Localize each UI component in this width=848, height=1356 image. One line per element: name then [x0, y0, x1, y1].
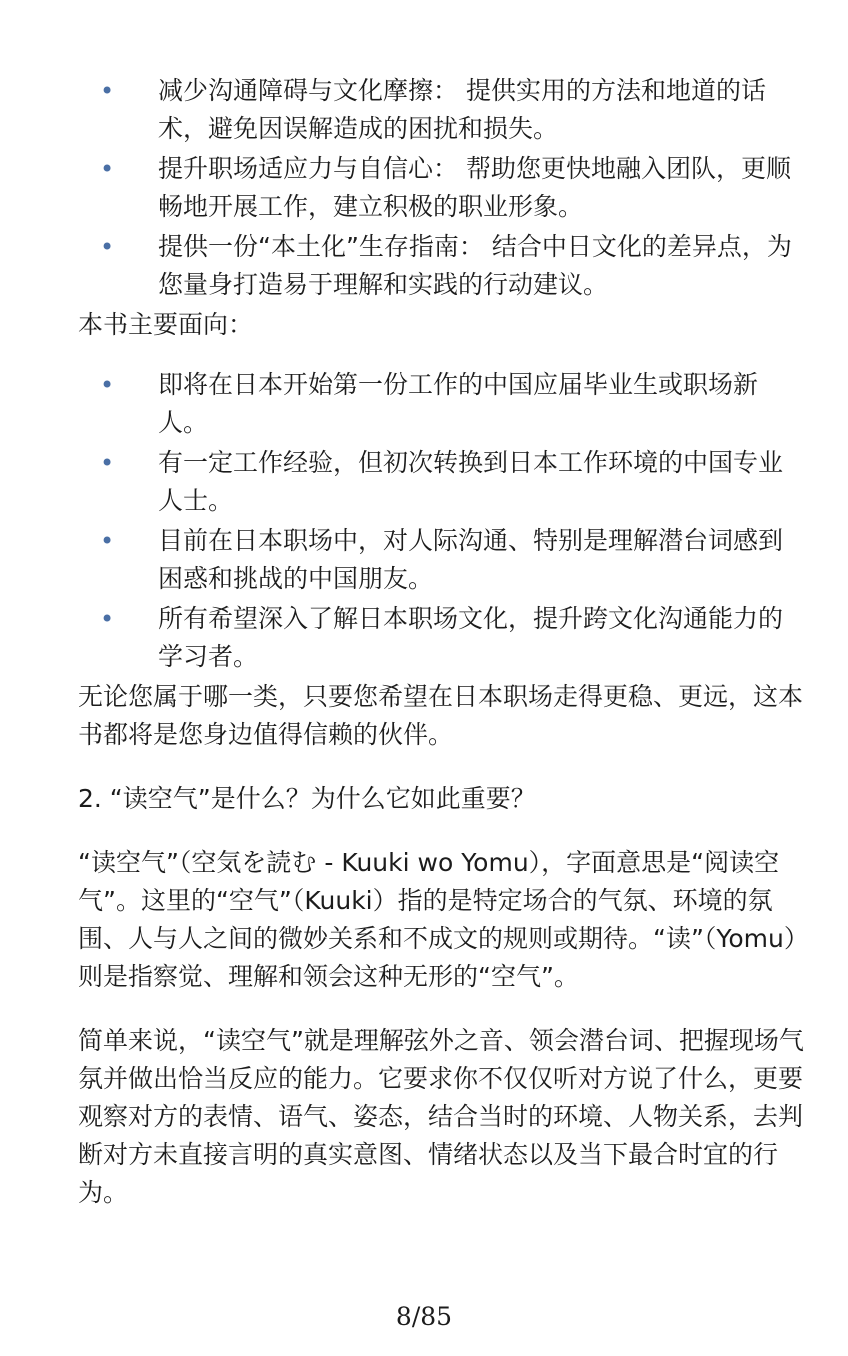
list-item-text: 目前在日本职场中，对人际沟通、特别是理解潜台词感到困惑和挑战的中国朋友。 — [158, 526, 784, 593]
bullet-icon: • — [100, 155, 115, 183]
bullet-icon: • — [100, 605, 115, 633]
audience-list — [78, 366, 804, 676]
bullet-icon: • — [100, 371, 115, 399]
list-item-text: 有一定工作经验，但初次转换到日本工作环境的中国专业人士。 — [158, 448, 784, 515]
list-item — [78, 444, 804, 520]
benefits-list — [78, 72, 804, 304]
list-item — [78, 228, 804, 304]
list-item — [78, 600, 804, 676]
list-item — [78, 150, 804, 226]
list-item — [78, 522, 804, 598]
definition-paragraph: “读空气”（空気を読む - Kuuki wo Yomu），字面意思是“阅读空气”。这里的“空气”（Kuuki）指的是特定场合的气氛、环境的氛围、人与人之间的微妙关系和不成文的规则或期待。“读”（Yomu）则是指察觉、理解和领会这种无形的“空气”。 — [78, 848, 797, 991]
audience-closing-paragraph: 无论您属于哪一类，只要您希望在日本职场走得更稳、更远，这本书都将是您身边值得信赖的伙伴。 — [78, 682, 804, 749]
list-item-text: 提供一份“本土化”生存指南： 结合中日文化的差异点，为您量身打造易于理解和实践的行动建议。 — [158, 232, 792, 299]
bullet-icon: • — [100, 77, 115, 105]
section-heading: 2. “读空气”是什么？为什么它如此重要？ — [78, 784, 536, 813]
list-item — [78, 72, 804, 148]
summary-paragraph: 简单来说，“读空气”就是理解弦外之音、领会潜台词、把握现场气氛并做出恰当反应的能力。它要求你不仅仅听对方说了什么，更要观察对方的表情、语气、姿态，结合当时的环境、人物关系，去判断对方未直接言明的真实意图、情绪状态以及当下最合时宜的行为。 — [78, 1026, 804, 1207]
page-number: 8/85 — [395, 1302, 453, 1331]
document-page — [78, 72, 804, 1212]
audience-heading: 本书主要面向： — [78, 310, 254, 339]
list-item-text: 即将在日本开始第一份工作的中国应届毕业生或职场新人。 — [158, 370, 759, 437]
list-item — [78, 366, 804, 442]
bullet-icon: • — [100, 527, 115, 555]
bullet-icon: • — [100, 449, 115, 477]
list-item-text: 所有希望深入了解日本职场文化，提升跨文化沟通能力的学习者。 — [158, 604, 784, 671]
bullet-icon: • — [100, 233, 115, 261]
list-item-text: 提升职场适应力与自信心： 帮助您更快地融入团队，更顺畅地开展工作，建立积极的职业形象。 — [158, 154, 791, 221]
list-item-text: 减少沟通障碍与文化摩擦： 提供实用的方法和地道的话术，避免因误解造成的困扰和损失。 — [158, 76, 766, 143]
